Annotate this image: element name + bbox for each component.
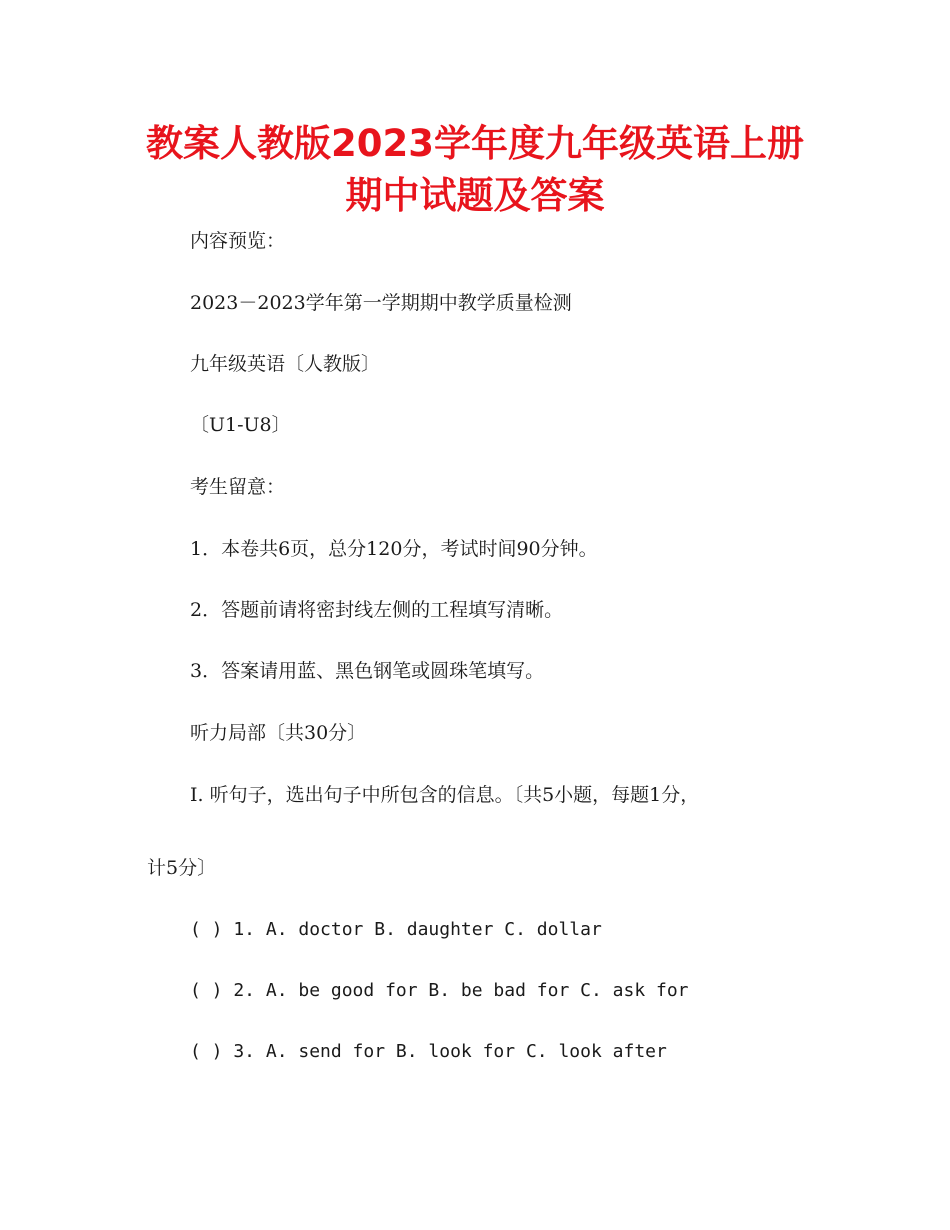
question-1: ( ) 1. A. doctor B. daughter C. dollar <box>190 919 602 940</box>
question-2: ( ) 2. A. be good for B. be bad for C. ask for <box>190 980 689 1001</box>
notice-heading: 考生留意： <box>190 476 286 498</box>
preview-label: 内容预览： <box>190 230 286 252</box>
notice-item-2: 2．答题前请将密封线左侧的工程填写清晰。 <box>190 599 564 621</box>
exam-units: 〔U1-U8〕 <box>190 414 291 436</box>
notice-item-3: 3．答案请用蓝、黑色钢笔或圆珠笔填写。 <box>190 660 545 682</box>
notice-item-1: 1．本卷共6页，总分120分，考试时间90分钟。 <box>190 538 598 560</box>
exam-subject: 九年级英语〔人教版〕 <box>190 353 381 375</box>
title-line-1: 教案人教版2023学年度九年级英语上册 <box>146 122 804 165</box>
listening-section-heading: 听力局部〔共30分〕 <box>190 722 367 744</box>
exam-name: 2023－2023学年第一学期期中教学质量检测 <box>190 292 572 314</box>
question-3: ( ) 3. A. send for B. look for C. look after <box>190 1041 667 1062</box>
title-line-2: 期中试题及答案 <box>345 174 605 217</box>
document-title <box>0 118 950 222</box>
part-one-instruction-continued: 计5分〕 <box>147 857 217 879</box>
part-one-instruction: I. 听句子，选出句子中所包含的信息。〔共5小题，每题1分， <box>190 784 700 806</box>
